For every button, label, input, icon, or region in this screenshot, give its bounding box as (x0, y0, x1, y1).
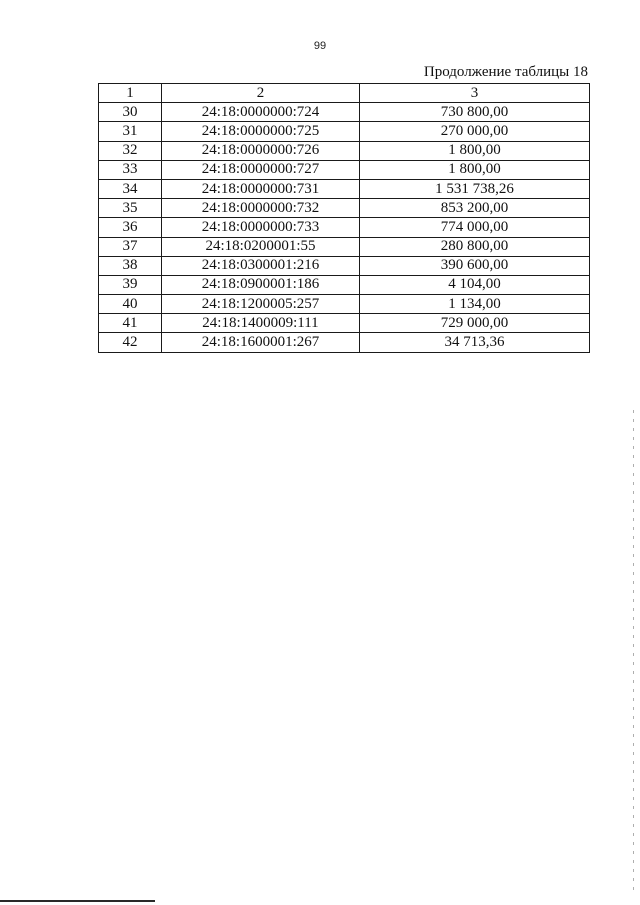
value-cell: 1 800,00 (360, 160, 590, 179)
table-row (99, 160, 590, 179)
row-number-cell: 41 (99, 314, 162, 333)
value-cell: 774 000,00 (360, 218, 590, 237)
row-number-cell: 34 (99, 179, 162, 198)
scan-edge-bottom (0, 900, 155, 902)
cadastral-number-cell: 24:18:1400009:111 (162, 314, 360, 333)
value-cell: 280 800,00 (360, 237, 590, 256)
row-number-cell: 38 (99, 256, 162, 275)
cadastral-number-cell: 24:18:0000000:725 (162, 122, 360, 141)
table-row (99, 314, 590, 333)
value-cell: 853 200,00 (360, 199, 590, 218)
cadastral-number-cell: 24:18:0000000:731 (162, 179, 360, 198)
table-row (99, 199, 590, 218)
column-header-3: 3 (360, 84, 590, 103)
row-number-cell: 35 (99, 199, 162, 218)
row-number-cell: 36 (99, 218, 162, 237)
table-row (99, 256, 590, 275)
value-cell: 1 134,00 (360, 295, 590, 314)
value-cell: 730 800,00 (360, 103, 590, 122)
table-row (99, 103, 590, 122)
table-row (99, 275, 590, 294)
page-number: 99 (313, 40, 327, 52)
cadastral-number-cell: 24:18:1600001:267 (162, 333, 360, 352)
value-cell: 34 713,36 (360, 333, 590, 352)
header-row (99, 84, 590, 103)
cadastral-number-cell: 24:18:0200001:55 (162, 237, 360, 256)
data-table (98, 83, 590, 353)
row-number-cell: 40 (99, 295, 162, 314)
value-cell: 4 104,00 (360, 275, 590, 294)
row-number-cell: 33 (99, 160, 162, 179)
value-cell: 1 800,00 (360, 141, 590, 160)
cadastral-number-cell: 24:18:0000000:726 (162, 141, 360, 160)
row-number-cell: 42 (99, 333, 162, 352)
cadastral-number-cell: 24:18:0000000:724 (162, 103, 360, 122)
row-number-cell: 31 (99, 122, 162, 141)
table-row (99, 218, 590, 237)
value-cell: 1 531 738,26 (360, 179, 590, 198)
cadastral-number-cell: 24:18:0000000:732 (162, 199, 360, 218)
cadastral-number-cell: 24:18:0900001:186 (162, 275, 360, 294)
table-row (99, 237, 590, 256)
cadastral-number-cell: 24:18:0000000:733 (162, 218, 360, 237)
table-row (99, 179, 590, 198)
scan-edge-right (633, 410, 634, 890)
row-number-cell: 39 (99, 275, 162, 294)
table-caption: Продолжение таблицы 18 (423, 64, 588, 80)
cadastral-number-cell: 24:18:1200005:257 (162, 295, 360, 314)
value-cell: 729 000,00 (360, 314, 590, 333)
row-number-cell: 32 (99, 141, 162, 160)
cadastral-number-cell: 24:18:0000000:727 (162, 160, 360, 179)
column-header-2: 2 (162, 84, 360, 103)
table-row (99, 333, 590, 352)
column-header-1: 1 (99, 84, 162, 103)
value-cell: 270 000,00 (360, 122, 590, 141)
table-row (99, 295, 590, 314)
table-row (99, 122, 590, 141)
row-number-cell: 30 (99, 103, 162, 122)
cadastral-number-cell: 24:18:0300001:216 (162, 256, 360, 275)
row-number-cell: 37 (99, 237, 162, 256)
value-cell: 390 600,00 (360, 256, 590, 275)
table-row (99, 141, 590, 160)
